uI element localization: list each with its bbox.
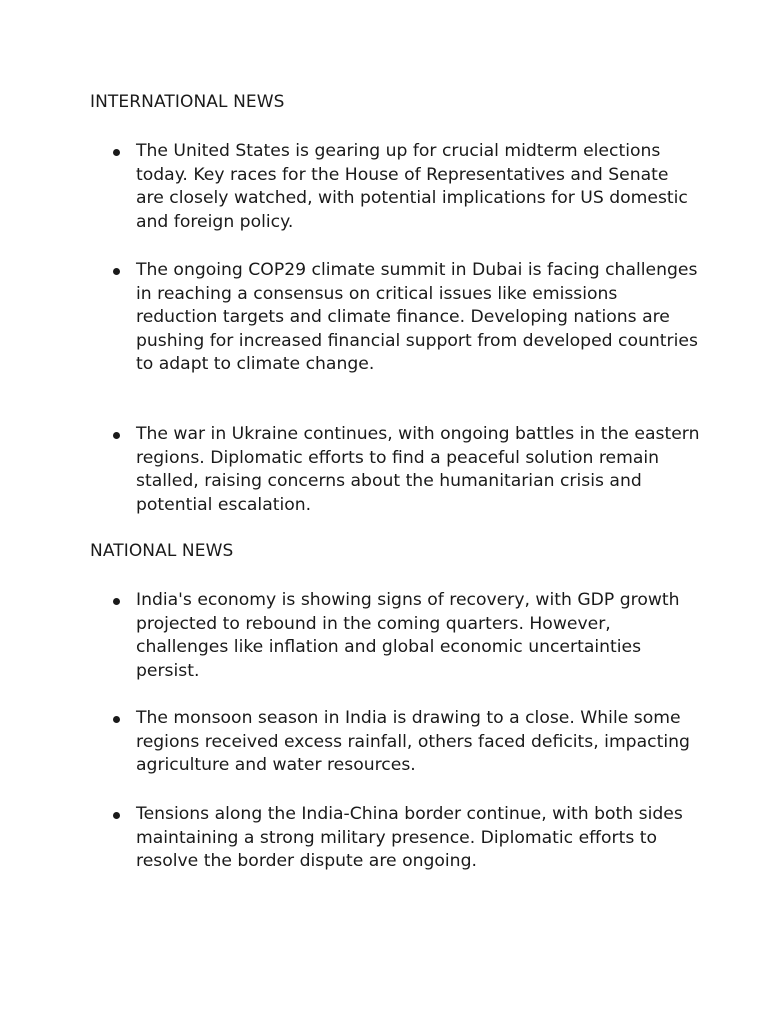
news-item-text: The monsoon season in India is drawing to a close. While some regions received excess rainfall, others faced deficits, impacting agriculture and water resources. (136, 708, 690, 775)
bullet-icon (113, 149, 120, 156)
international-news-item-3 (113, 423, 700, 517)
national-news-item-2 (113, 707, 693, 778)
bullet-icon (113, 598, 120, 605)
news-item-text: India's economy is showing signs of recovery, with GDP growth projected to rebound in the coming quarters. However, challenges like inflation and global economic uncertainties persist. (136, 590, 680, 681)
national-news-item-1 (113, 589, 693, 683)
news-item-text: Tensions along the India-China border continue, with both sides maintaining a strong military presence. Diplomatic efforts to resolve the border dispute are ongoing. (136, 804, 683, 871)
international-news-heading: INTERNATIONAL NEWS (90, 92, 285, 112)
bullet-icon (113, 812, 120, 819)
news-item-text: The ongoing COP29 climate summit in Dubai is facing challenges in reaching a consensus on critical issues like emissions reduction targets and climate finance. Developing nations are pushing for increased financial support from developed countries to adapt to climate change. (136, 260, 698, 374)
news-item-text: The United States is gearing up for crucial midterm elections today. Key races for the House of Representatives and Senate are closely watched, with potential implications for US domestic and foreign policy. (136, 141, 688, 232)
international-news-item-1 (113, 140, 693, 234)
national-news-heading: NATIONAL NEWS (90, 541, 234, 561)
international-news-item-2 (113, 259, 698, 377)
news-item-text: The war in Ukraine continues, with ongoing battles in the eastern regions. Diplomatic efforts to find a peaceful solution remain stalled, raising concerns about the humanitarian crisis and potential escalation. (136, 424, 700, 515)
bullet-icon (113, 432, 120, 439)
bullet-icon (113, 268, 120, 275)
national-news-item-3 (113, 803, 693, 874)
bullet-icon (113, 716, 120, 723)
